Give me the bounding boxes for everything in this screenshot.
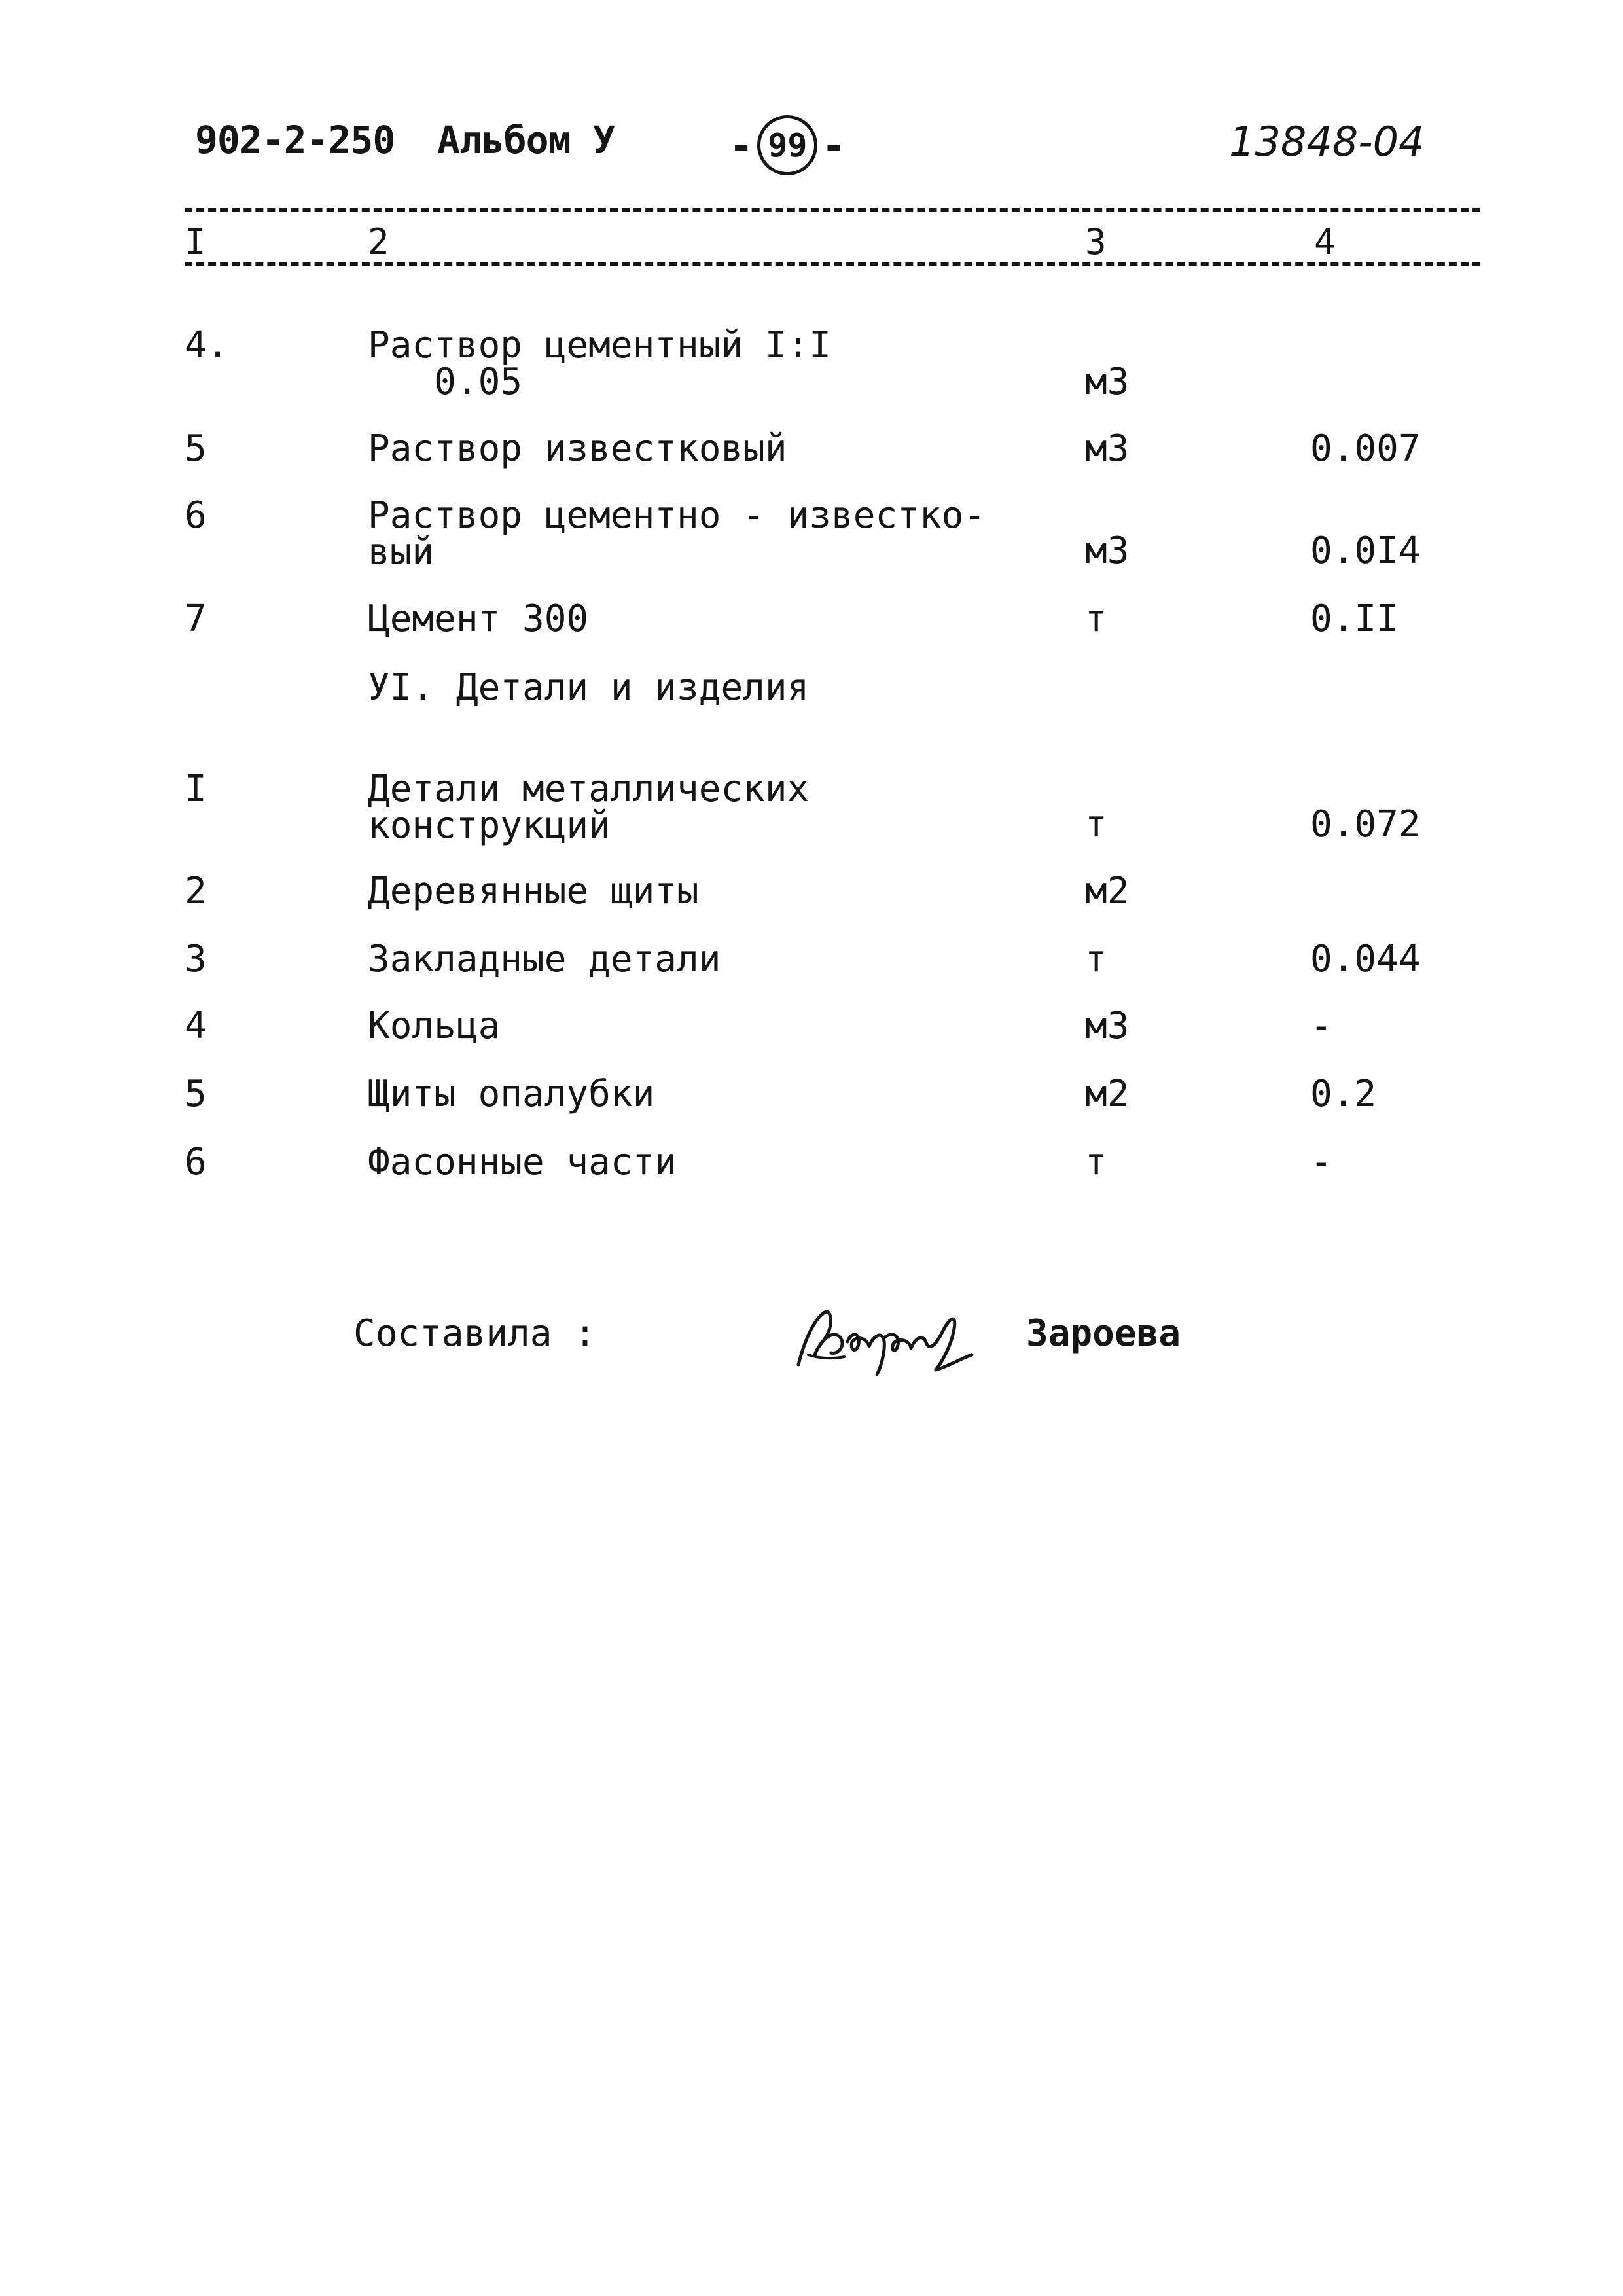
table-top-rule: [185, 208, 1480, 212]
column-number-3: 3: [1085, 221, 1107, 262]
row-name: Закладные детали: [368, 938, 721, 980]
row-quantity: -: [1310, 1141, 1332, 1183]
row-name: Кольца: [368, 1005, 501, 1047]
row-name: Деревянные щиты: [368, 870, 699, 912]
column-number-1: I: [185, 221, 206, 262]
row-unit: м2: [1085, 870, 1130, 912]
row-number: 6: [185, 494, 207, 537]
row-number: I: [185, 768, 207, 810]
row-name: Раствор известковый: [368, 427, 787, 470]
page-number-dash-right: -: [821, 121, 846, 170]
row-name: Детали металлических конструкций: [368, 768, 810, 847]
row-unit: т: [1085, 598, 1107, 640]
page-number-dash-left: -: [729, 121, 754, 170]
row-unit: м3: [1085, 361, 1130, 403]
column-number-2: 2: [368, 221, 389, 262]
compiled-by-label: Составила :: [353, 1312, 596, 1355]
row-number: 4.: [185, 324, 229, 367]
row-number: 5: [185, 1073, 207, 1115]
row-quantity: 0.007: [1310, 427, 1421, 470]
row-name: Цемент 300: [368, 598, 589, 640]
row-name: Щиты опалубки: [368, 1073, 655, 1115]
row-number: 7: [185, 598, 207, 640]
row-quantity: 0.II: [1310, 598, 1399, 640]
column-number-4: 4: [1314, 221, 1336, 262]
row-unit: т: [1085, 938, 1107, 980]
row-number: 5: [185, 427, 207, 470]
row-name: Раствор цементно - известко- вый: [368, 494, 986, 573]
table-header-rule: [185, 262, 1480, 266]
row-unit: т: [1085, 1141, 1107, 1183]
row-quantity: 0.0I4: [1310, 529, 1421, 572]
row-unit: м2: [1085, 1073, 1130, 1115]
handwritten-signature: [785, 1293, 995, 1384]
page-number: 99: [757, 115, 817, 175]
row-quantity: -: [1310, 1005, 1332, 1047]
compiler-name: Зароева: [1026, 1312, 1181, 1355]
row-number: 2: [185, 870, 207, 912]
row-number: 4: [185, 1005, 207, 1047]
project-code: 902-2-250: [195, 118, 395, 162]
row-number: 3: [185, 938, 207, 980]
album-label: Альбом У: [437, 118, 615, 162]
row-unit: м3: [1085, 1005, 1130, 1047]
row-quantity: 0.044: [1310, 938, 1421, 980]
row-quantity: 0.2: [1310, 1073, 1377, 1115]
section-heading: УI. Детали и изделия: [368, 666, 810, 709]
row-name: Раствор цементный I:I 0.05: [368, 324, 832, 403]
row-unit: т: [1085, 803, 1107, 846]
row-number: 6: [185, 1141, 207, 1183]
page-number-group: [725, 115, 850, 175]
row-quantity: 0.072: [1310, 803, 1421, 846]
row-name: Фасонные части: [368, 1141, 677, 1183]
row-unit: м3: [1085, 427, 1130, 470]
row-unit: м3: [1085, 529, 1130, 572]
archive-number: 13848-04: [1229, 118, 1425, 166]
